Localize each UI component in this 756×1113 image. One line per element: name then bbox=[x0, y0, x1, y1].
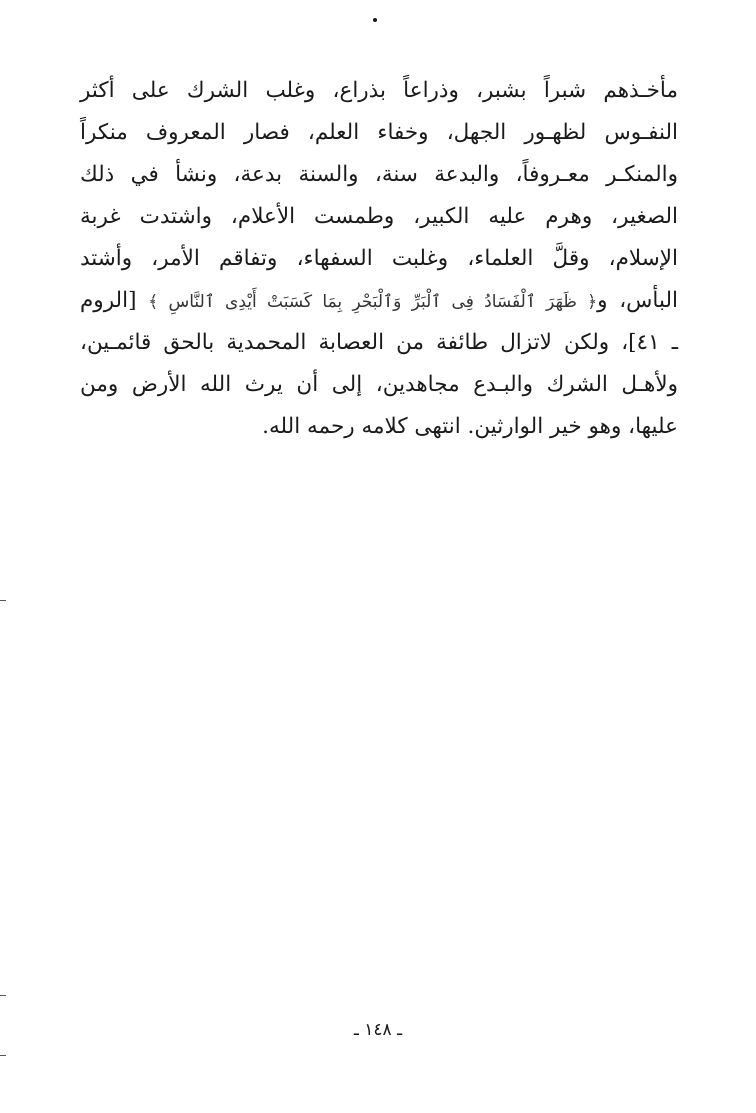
quran-verse: ﴿ ظَهَرَ ٱلْفَسَادُ فِى ٱلْبَرِّ وَٱلْبَحْرِ بِمَا كَسَبَتْ أَيْدِى ٱلنَّاسِ ﴾ bbox=[148, 292, 598, 312]
margin-tick bbox=[0, 1055, 6, 1056]
text-line-8: ولأهـل الشرك والبـدع مجاهدين، إلى أن يرث الله الأرض ومن bbox=[80, 372, 678, 397]
text-line-9: عليها، وهو خير الوارثين. انتهى كلامه رحمه الله. bbox=[262, 414, 678, 439]
margin-tick bbox=[0, 600, 6, 601]
page-number: ـ ١٤٨ ـ bbox=[353, 1020, 403, 1040]
margin-tick bbox=[0, 995, 6, 996]
text-line-3: والمنكـر معـروفاً، والبدعة سنة، والسنة بدعة، ونشأ في ذلك bbox=[80, 162, 678, 187]
text-line-1: مأخـذهم شبراً بشبر، وذراعاً بذراع، وغلب الشرك على أكثر bbox=[80, 78, 678, 103]
line-6-lead: البأس، و bbox=[597, 288, 678, 313]
body-paragraph bbox=[80, 70, 678, 448]
text-line-2: النفـوس لظهـور الجهل، وخفاء العلم، فصار المعروف منكراً bbox=[80, 120, 678, 145]
text-line-5: الإسلام، وقلَّ العلماء، وغلبت السفهاء، وتفاقم الأمر، وأشتد bbox=[80, 246, 678, 271]
top-dot-mark bbox=[373, 18, 377, 22]
text-line-4: الصغير، وهرم عليه الكبير، وطمست الأعلام، واشتدت غربة bbox=[80, 204, 678, 229]
text-line-6 bbox=[80, 280, 678, 322]
text-line-7: ـ ٤١]، ولكن لاتزال طائفة من العصابة المحمدية بالحق قائمـين، bbox=[80, 330, 679, 355]
verse-reference-start: [الروم bbox=[80, 288, 137, 313]
